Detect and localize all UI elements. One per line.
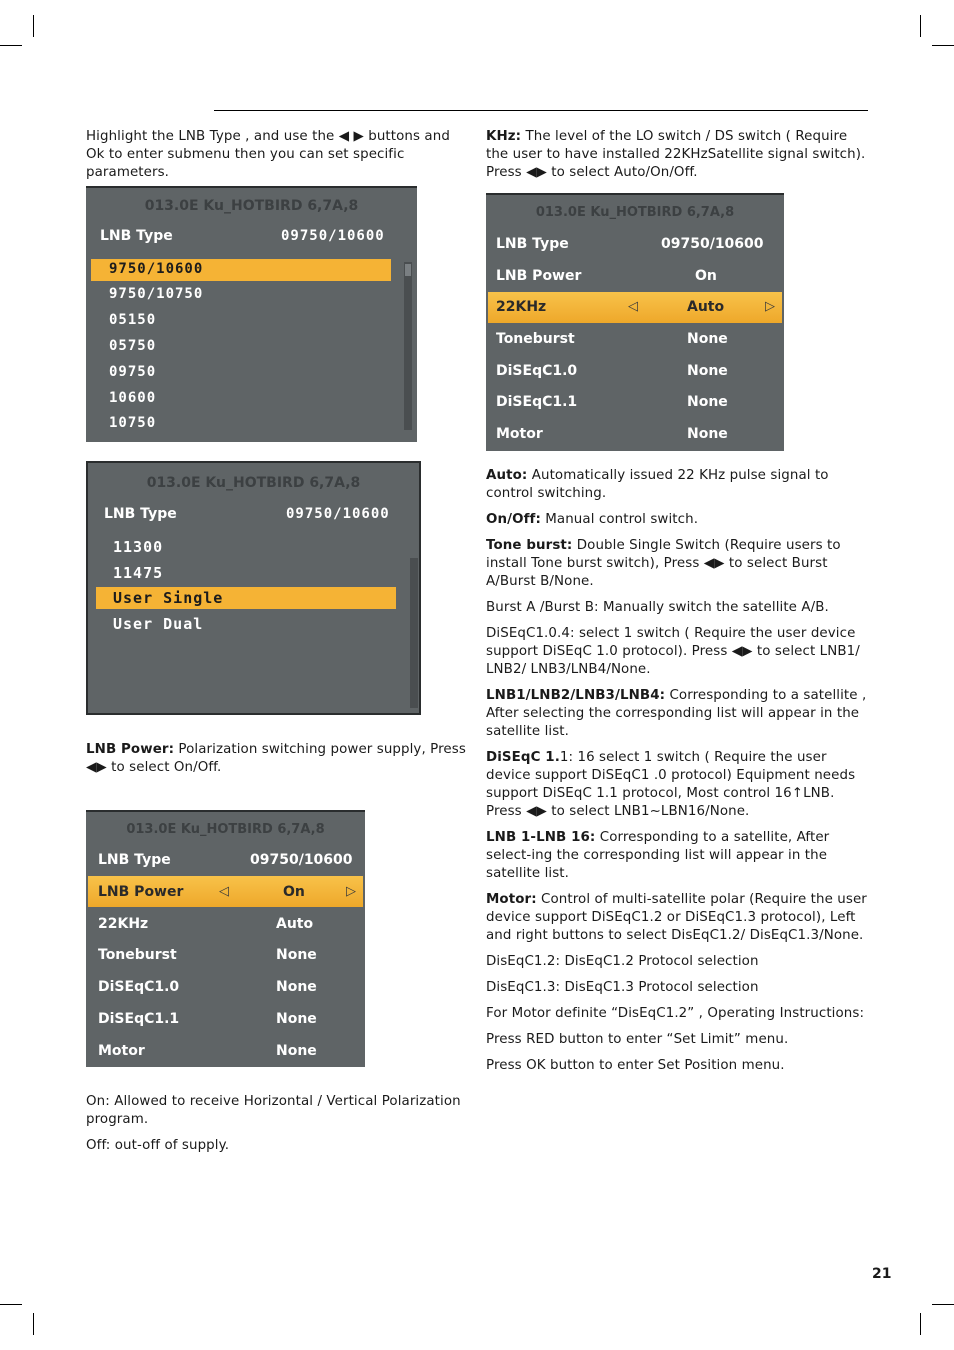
menu-label-lnb-power[interactable]: LNB Power xyxy=(496,268,582,284)
ok-button-text: Press OK button to enter Set Position menu. xyxy=(486,1058,785,1073)
menu-value-lnb-type: 09750/10600 xyxy=(661,236,764,252)
left-intro xyxy=(86,128,468,190)
page-number: 21 xyxy=(872,1266,892,1282)
menu-value-22khz: Auto xyxy=(687,299,725,315)
crop-mark xyxy=(0,45,22,46)
menu-label-motor[interactable]: Motor xyxy=(496,426,543,442)
screen-header: 013.0E Ku_HOTBIRD 6,7A,8 xyxy=(144,198,359,214)
khz-label: KHz: xyxy=(486,129,522,144)
menu-label-22khz[interactable]: 22KHz xyxy=(98,916,149,932)
menu-label-lnb-type[interactable]: LNB Type xyxy=(496,236,569,252)
red-button-text: Press RED button to enter “Set Limit” menu. xyxy=(486,1032,789,1047)
khz-description xyxy=(486,128,868,190)
menu-value-diseqc11: None xyxy=(687,394,728,410)
menu-value-diseqc11: None xyxy=(276,1011,317,1027)
lnb-type-list-screen xyxy=(86,186,417,442)
menu-value-lnb-power: On xyxy=(695,268,717,284)
diseqc12-text: DisEqC1.2: DisEqC1.2 Protocol selection xyxy=(486,954,759,969)
list-item[interactable]: 10600 xyxy=(109,390,157,406)
crop-mark xyxy=(0,1304,22,1305)
lnb-power-label: LNB Power: xyxy=(86,742,175,757)
menu-label-toneburst[interactable]: Toneburst xyxy=(98,947,177,963)
menu-value-22khz: Auto xyxy=(276,916,314,932)
lnb-type-value: 09750/10600 xyxy=(281,228,385,244)
menu-value-toneburst: None xyxy=(687,331,728,347)
motor-label: Motor: xyxy=(486,892,537,907)
lnb-power-text: Polarization switching power supply, Press ◀▶ to select On/Off. xyxy=(86,742,466,775)
lnb-type-value: 09750/10600 xyxy=(286,506,390,522)
list-item[interactable]: 11300 xyxy=(113,538,164,556)
list-item[interactable]: User Dual xyxy=(113,615,204,633)
crop-mark xyxy=(920,1313,921,1335)
scrollbar[interactable] xyxy=(404,262,412,430)
menu-value-lnb-type: 09750/10600 xyxy=(250,852,353,868)
lnb-power-screen xyxy=(86,810,365,1067)
crop-mark xyxy=(932,45,954,46)
motor-definite-text: For Motor definite “DisEqC1.2” , Operating Instructions: xyxy=(486,1006,865,1021)
menu-label-lnb-power[interactable]: LNB Power xyxy=(98,884,184,900)
on-off-description xyxy=(86,1093,468,1163)
lnb14-label: LNB1/LNB2/LNB3/LNB4: xyxy=(486,688,666,703)
khz-text: The level of the LO switch / DS switch ( Require the user to have installed 22KHzSatellite signal switch). Press ◀▶ to select Auto/On/Off. xyxy=(486,129,866,180)
menu-value-motor: None xyxy=(276,1043,317,1059)
tone-burst-label: Tone burst: xyxy=(486,538,573,553)
header-rule xyxy=(214,110,868,111)
onoff-text: Manual control switch. xyxy=(540,512,699,527)
menu-label-diseqc11[interactable]: DiSEqC1.1 xyxy=(98,1011,180,1027)
menu-value-lnb-power: On xyxy=(283,884,305,900)
crop-mark xyxy=(920,15,921,37)
onoff-label: On/Off: xyxy=(486,512,541,527)
motor-text: Control of multi-satellite polar (Require the user device support DiSEqC1.2 or DiSEqC1.3 protocol), Left and right buttons to select DisEqC1.2/ DisEqC1.3/None. xyxy=(486,892,867,943)
lnb116-label: LNB 1-LNB 16: xyxy=(486,830,596,845)
list-item[interactable]: 11475 xyxy=(113,564,164,582)
right-descriptions xyxy=(486,467,870,1083)
list-item[interactable]: 05750 xyxy=(109,338,157,354)
list-item[interactable]: 9750/10600 xyxy=(109,261,204,277)
right-arrow-icon[interactable]: ▷ xyxy=(765,299,775,314)
diseqc13-text: DisEqC1.3: DisEqC1.3 Protocol selection xyxy=(486,980,759,995)
left-arrow-icon[interactable]: ◁ xyxy=(628,299,638,314)
menu-label-motor[interactable]: Motor xyxy=(98,1043,145,1059)
screen-header: 013.0E Ku_HOTBIRD 6,7A,8 xyxy=(535,205,735,220)
menu-value-motor: None xyxy=(687,426,728,442)
lnb-type-label: LNB Type xyxy=(104,506,177,522)
list-item[interactable]: 09750 xyxy=(109,364,157,380)
lnb14-text: Corresponding to a satellite , After selecting the corresponding list will appear in the satellite list. xyxy=(486,688,867,739)
menu-label-22khz[interactable]: 22KHz xyxy=(496,299,547,315)
diseqc104-text: DiSEqC1.0.4: select 1 switch ( Require the user device support DiSEqC 1.0 protocol). Press ◀▶ to select LNB1/ LNB2/ LNB3/LNB4/None. xyxy=(486,626,860,677)
lnb-power-description xyxy=(86,741,468,785)
tone-burst-text: Double Single Switch (Require users to install Tone burst switch), Press ◀▶ to select Burst A/Burst B/None. xyxy=(486,538,841,589)
list-item[interactable]: User Single xyxy=(113,589,224,607)
diseqc11-label: DiSEqC 1. xyxy=(486,750,560,765)
menu-value-diseqc10: None xyxy=(276,979,317,995)
auto-label: Auto: xyxy=(486,468,528,483)
burst-text: Burst A /Burst B: Manually switch the satellite A/B. xyxy=(486,600,829,615)
on-text: On: Allowed to receive Horizontal / Vertical Polarization program. xyxy=(86,1094,461,1127)
menu-label-lnb-type[interactable]: LNB Type xyxy=(98,852,171,868)
crop-mark xyxy=(33,15,34,37)
menu-label-toneburst[interactable]: Toneburst xyxy=(496,331,575,347)
scrollbar[interactable] xyxy=(410,558,418,708)
screen-header: 013.0E Ku_HOTBIRD 6,7A,8 xyxy=(126,822,325,837)
off-text: Off: out-off of supply. xyxy=(86,1138,230,1153)
lnb116-text: Corresponding to a satellite, After select-ing the corresponding list will appear in the satellite list. xyxy=(486,830,830,881)
diseqc11-text: 1: 16 select 1 switch ( Require the user device support DiSEqC1 .0 protocol) Equipment needs support DiSEqC 1.1 protocol, Most control 16↑LNB. Press ◀▶ to select LNB1~LBN16/None. xyxy=(486,750,856,819)
menu-label-diseqc10[interactable]: DiSEqC1.0 xyxy=(496,363,578,379)
left-arrow-icon[interactable]: ◁ xyxy=(219,884,229,899)
lnb-type-label: LNB Type xyxy=(100,228,173,244)
right-arrow-icon[interactable]: ▷ xyxy=(346,884,356,899)
intro-paragraph: Highlight the LNB Type , and use the ◀ ▶ buttons and Ok to enter submenu then you can set specific parameters. xyxy=(86,129,450,180)
menu-value-diseqc10: None xyxy=(687,363,728,379)
screen-header: 013.0E Ku_HOTBIRD 6,7A,8 xyxy=(146,475,361,491)
khz-screen xyxy=(486,193,784,451)
menu-label-diseqc10[interactable]: DiSEqC1.0 xyxy=(98,979,180,995)
crop-mark xyxy=(932,1304,954,1305)
auto-text: Automatically issued 22 KHz pulse signal to control switching. xyxy=(486,468,829,501)
crop-mark xyxy=(33,1313,34,1335)
list-item[interactable]: 05150 xyxy=(109,312,157,328)
list-item[interactable]: 9750/10750 xyxy=(109,286,204,302)
menu-label-diseqc11[interactable]: DiSEqC1.1 xyxy=(496,394,578,410)
lnb-type-user-screen xyxy=(86,461,421,715)
menu-value-toneburst: None xyxy=(276,947,317,963)
scrollbar-thumb[interactable] xyxy=(405,264,411,276)
list-item[interactable]: 10750 xyxy=(109,415,157,431)
